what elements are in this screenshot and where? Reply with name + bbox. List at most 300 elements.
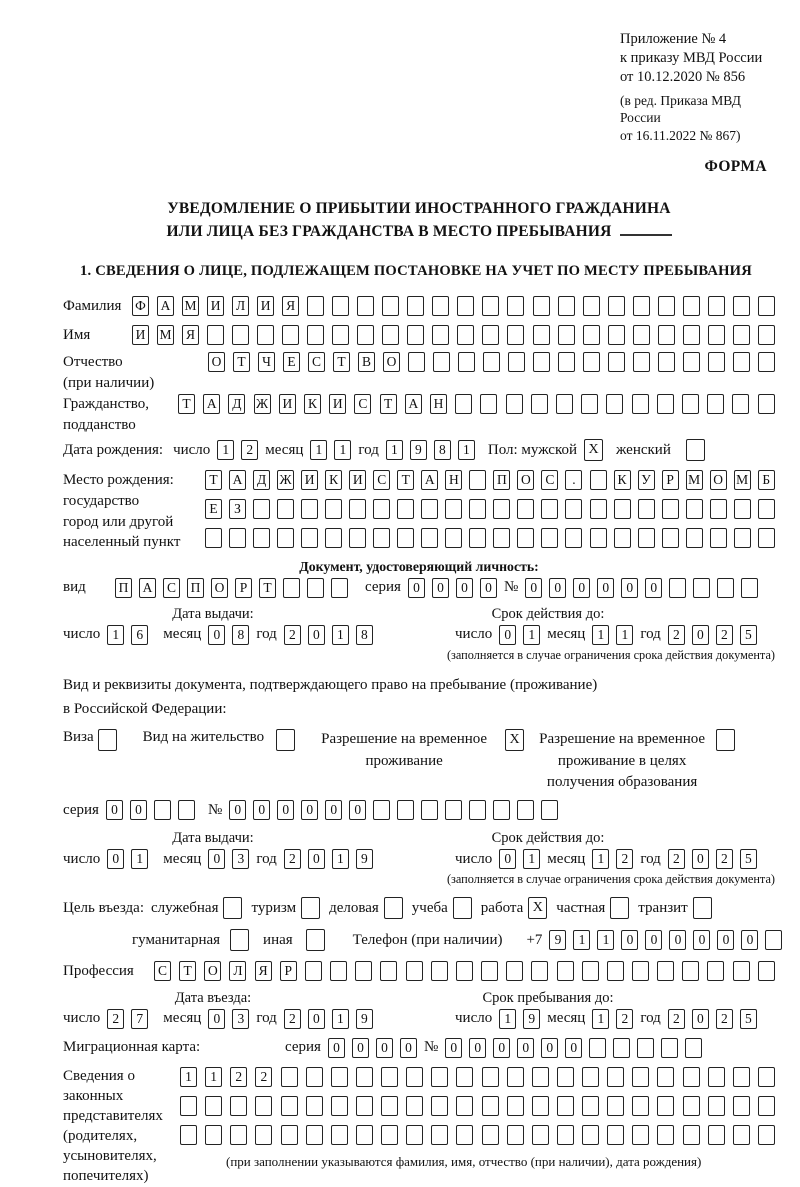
char-cell[interactable]: 0 bbox=[208, 849, 225, 869]
char-cell[interactable] bbox=[741, 578, 758, 598]
char-cell[interactable]: 1 bbox=[458, 440, 475, 460]
char-cell[interactable] bbox=[307, 325, 324, 345]
char-cell[interactable] bbox=[532, 1067, 549, 1087]
char-cell[interactable]: Д bbox=[253, 470, 270, 490]
char-cell[interactable]: Т bbox=[259, 578, 276, 598]
char-cell[interactable] bbox=[733, 352, 750, 372]
char-cell[interactable] bbox=[445, 528, 462, 548]
char-cell[interactable] bbox=[493, 528, 510, 548]
char-cell[interactable] bbox=[307, 578, 324, 598]
char-cell[interactable]: Б bbox=[758, 470, 775, 490]
visa-checkbox[interactable] bbox=[98, 729, 117, 751]
char-cell[interactable]: И bbox=[257, 296, 274, 316]
char-cell[interactable]: 0 bbox=[208, 625, 225, 645]
char-cell[interactable] bbox=[637, 1038, 654, 1058]
char-cell[interactable] bbox=[205, 1096, 222, 1116]
char-cell[interactable] bbox=[180, 1096, 197, 1116]
char-cell[interactable] bbox=[407, 325, 424, 345]
char-cell[interactable]: 0 bbox=[480, 578, 497, 598]
char-cell[interactable]: 0 bbox=[693, 930, 710, 950]
char-cell[interactable] bbox=[397, 499, 414, 519]
char-cell[interactable] bbox=[638, 528, 655, 548]
char-cell[interactable] bbox=[581, 394, 598, 414]
char-cell[interactable] bbox=[686, 528, 703, 548]
char-cell[interactable] bbox=[281, 1067, 298, 1087]
char-cell[interactable] bbox=[565, 528, 582, 548]
char-cell[interactable]: 0 bbox=[308, 625, 325, 645]
char-cell[interactable] bbox=[283, 578, 300, 598]
char-cell[interactable] bbox=[406, 1067, 423, 1087]
char-cell[interactable] bbox=[532, 1125, 549, 1145]
char-cell[interactable]: 2 bbox=[284, 625, 301, 645]
char-cell[interactable] bbox=[657, 394, 674, 414]
char-cell[interactable]: 0 bbox=[692, 849, 709, 869]
char-cell[interactable]: С bbox=[354, 394, 371, 414]
char-cell[interactable] bbox=[431, 961, 448, 981]
char-cell[interactable]: И bbox=[329, 394, 346, 414]
char-cell[interactable] bbox=[590, 499, 607, 519]
char-cell[interactable] bbox=[758, 499, 775, 519]
private-checkbox[interactable] bbox=[610, 897, 629, 919]
humanitarian-checkbox[interactable] bbox=[230, 929, 249, 951]
char-cell[interactable] bbox=[682, 394, 699, 414]
char-cell[interactable]: Р bbox=[235, 578, 252, 598]
char-cell[interactable] bbox=[381, 1067, 398, 1087]
char-cell[interactable]: 1 bbox=[310, 440, 327, 460]
char-cell[interactable] bbox=[582, 1096, 599, 1116]
char-cell[interactable]: С bbox=[163, 578, 180, 598]
char-cell[interactable] bbox=[455, 394, 472, 414]
char-cell[interactable] bbox=[382, 296, 399, 316]
char-cell[interactable]: В bbox=[358, 352, 375, 372]
char-cell[interactable] bbox=[281, 1096, 298, 1116]
char-cell[interactable] bbox=[632, 961, 649, 981]
char-cell[interactable]: 8 bbox=[356, 625, 373, 645]
char-cell[interactable]: О bbox=[208, 352, 225, 372]
char-cell[interactable] bbox=[632, 1125, 649, 1145]
char-cell[interactable] bbox=[331, 578, 348, 598]
char-cell[interactable]: 1 bbox=[205, 1067, 222, 1087]
char-cell[interactable]: 1 bbox=[523, 849, 540, 869]
char-cell[interactable] bbox=[708, 352, 725, 372]
char-cell[interactable]: 1 bbox=[592, 849, 609, 869]
char-cell[interactable] bbox=[658, 296, 675, 316]
char-cell[interactable] bbox=[325, 499, 342, 519]
char-cell[interactable] bbox=[349, 528, 366, 548]
char-cell[interactable]: 1 bbox=[573, 930, 590, 950]
char-cell[interactable] bbox=[758, 1125, 775, 1145]
char-cell[interactable] bbox=[255, 1125, 272, 1145]
char-cell[interactable]: 0 bbox=[107, 849, 124, 869]
char-cell[interactable] bbox=[431, 1096, 448, 1116]
char-cell[interactable]: С bbox=[373, 470, 390, 490]
char-cell[interactable]: 1 bbox=[592, 1009, 609, 1029]
char-cell[interactable] bbox=[582, 961, 599, 981]
char-cell[interactable] bbox=[657, 1096, 674, 1116]
char-cell[interactable] bbox=[253, 499, 270, 519]
char-cell[interactable] bbox=[583, 352, 600, 372]
char-cell[interactable] bbox=[507, 1096, 524, 1116]
char-cell[interactable]: А bbox=[139, 578, 156, 598]
char-cell[interactable] bbox=[708, 296, 725, 316]
char-cell[interactable] bbox=[733, 961, 750, 981]
char-cell[interactable] bbox=[357, 325, 374, 345]
char-cell[interactable] bbox=[325, 528, 342, 548]
char-cell[interactable] bbox=[456, 1067, 473, 1087]
char-cell[interactable] bbox=[765, 930, 782, 950]
char-cell[interactable] bbox=[493, 800, 510, 820]
char-cell[interactable]: П bbox=[493, 470, 510, 490]
char-cell[interactable] bbox=[607, 1096, 624, 1116]
char-cell[interactable] bbox=[507, 296, 524, 316]
sex-female-checkbox[interactable] bbox=[686, 439, 705, 461]
char-cell[interactable] bbox=[306, 1125, 323, 1145]
char-cell[interactable]: 5 bbox=[740, 625, 757, 645]
char-cell[interactable] bbox=[686, 499, 703, 519]
char-cell[interactable] bbox=[507, 325, 524, 345]
business-checkbox[interactable] bbox=[384, 897, 403, 919]
char-cell[interactable] bbox=[178, 800, 195, 820]
char-cell[interactable]: 8 bbox=[232, 625, 249, 645]
char-cell[interactable] bbox=[613, 1038, 630, 1058]
char-cell[interactable] bbox=[301, 528, 318, 548]
char-cell[interactable]: 0 bbox=[400, 1038, 417, 1058]
char-cell[interactable]: 0 bbox=[621, 930, 638, 950]
char-cell[interactable]: С bbox=[541, 470, 558, 490]
char-cell[interactable]: 1 bbox=[131, 849, 148, 869]
char-cell[interactable]: Ж bbox=[254, 394, 271, 414]
char-cell[interactable]: 0 bbox=[645, 578, 662, 598]
char-cell[interactable] bbox=[733, 296, 750, 316]
char-cell[interactable] bbox=[507, 1125, 524, 1145]
char-cell[interactable] bbox=[506, 961, 523, 981]
char-cell[interactable] bbox=[305, 961, 322, 981]
char-cell[interactable]: Ф bbox=[132, 296, 149, 316]
char-cell[interactable] bbox=[734, 528, 751, 548]
residence-permit-checkbox[interactable] bbox=[276, 729, 295, 751]
char-cell[interactable]: 2 bbox=[668, 849, 685, 869]
char-cell[interactable] bbox=[331, 1125, 348, 1145]
char-cell[interactable]: 0 bbox=[621, 578, 638, 598]
char-cell[interactable] bbox=[330, 961, 347, 981]
char-cell[interactable] bbox=[432, 296, 449, 316]
char-cell[interactable]: 0 bbox=[432, 578, 449, 598]
char-cell[interactable]: 0 bbox=[445, 1038, 462, 1058]
char-cell[interactable] bbox=[589, 1038, 606, 1058]
char-cell[interactable] bbox=[733, 1125, 750, 1145]
char-cell[interactable]: 1 bbox=[592, 625, 609, 645]
char-cell[interactable] bbox=[349, 499, 366, 519]
char-cell[interactable]: Я bbox=[282, 296, 299, 316]
char-cell[interactable] bbox=[255, 1096, 272, 1116]
char-cell[interactable] bbox=[758, 961, 775, 981]
char-cell[interactable]: 0 bbox=[549, 578, 566, 598]
char-cell[interactable] bbox=[693, 578, 710, 598]
char-cell[interactable]: И bbox=[349, 470, 366, 490]
char-cell[interactable]: И bbox=[132, 325, 149, 345]
work-checkbox[interactable]: X bbox=[528, 897, 547, 919]
char-cell[interactable]: 9 bbox=[549, 930, 566, 950]
char-cell[interactable]: М bbox=[182, 296, 199, 316]
char-cell[interactable]: Н bbox=[430, 394, 447, 414]
char-cell[interactable] bbox=[407, 296, 424, 316]
char-cell[interactable]: 0 bbox=[565, 1038, 582, 1058]
char-cell[interactable] bbox=[357, 296, 374, 316]
char-cell[interactable] bbox=[482, 1125, 499, 1145]
char-cell[interactable] bbox=[205, 1125, 222, 1145]
char-cell[interactable] bbox=[708, 1067, 725, 1087]
char-cell[interactable]: 0 bbox=[573, 578, 590, 598]
char-cell[interactable]: О bbox=[211, 578, 228, 598]
tourism-checkbox[interactable] bbox=[301, 897, 320, 919]
char-cell[interactable]: 2 bbox=[616, 849, 633, 869]
char-cell[interactable] bbox=[356, 1125, 373, 1145]
char-cell[interactable] bbox=[469, 528, 486, 548]
char-cell[interactable] bbox=[432, 325, 449, 345]
char-cell[interactable] bbox=[356, 1096, 373, 1116]
char-cell[interactable] bbox=[558, 296, 575, 316]
char-cell[interactable]: 9 bbox=[356, 1009, 373, 1029]
char-cell[interactable] bbox=[633, 352, 650, 372]
char-cell[interactable] bbox=[406, 1125, 423, 1145]
char-cell[interactable] bbox=[683, 352, 700, 372]
temp-residence-checkbox[interactable]: X bbox=[505, 729, 524, 751]
char-cell[interactable]: А bbox=[203, 394, 220, 414]
char-cell[interactable] bbox=[733, 325, 750, 345]
char-cell[interactable]: П bbox=[115, 578, 132, 598]
char-cell[interactable]: З bbox=[229, 499, 246, 519]
char-cell[interactable] bbox=[431, 1125, 448, 1145]
char-cell[interactable] bbox=[669, 578, 686, 598]
char-cell[interactable]: 5 bbox=[740, 1009, 757, 1029]
sex-male-checkbox[interactable]: X bbox=[584, 439, 603, 461]
char-cell[interactable] bbox=[558, 352, 575, 372]
char-cell[interactable] bbox=[282, 325, 299, 345]
char-cell[interactable] bbox=[457, 296, 474, 316]
char-cell[interactable] bbox=[685, 1038, 702, 1058]
char-cell[interactable]: 0 bbox=[499, 849, 516, 869]
char-cell[interactable]: 1 bbox=[616, 625, 633, 645]
char-cell[interactable]: С bbox=[154, 961, 171, 981]
char-cell[interactable]: Е bbox=[283, 352, 300, 372]
char-cell[interactable]: 1 bbox=[499, 1009, 516, 1029]
char-cell[interactable] bbox=[614, 499, 631, 519]
char-cell[interactable]: 2 bbox=[284, 1009, 301, 1029]
char-cell[interactable] bbox=[397, 528, 414, 548]
char-cell[interactable] bbox=[456, 1096, 473, 1116]
char-cell[interactable] bbox=[662, 499, 679, 519]
char-cell[interactable] bbox=[734, 499, 751, 519]
char-cell[interactable] bbox=[533, 352, 550, 372]
char-cell[interactable]: 0 bbox=[597, 578, 614, 598]
char-cell[interactable] bbox=[557, 1125, 574, 1145]
char-cell[interactable]: 2 bbox=[241, 440, 258, 460]
char-cell[interactable] bbox=[614, 528, 631, 548]
char-cell[interactable]: Д bbox=[228, 394, 245, 414]
char-cell[interactable] bbox=[710, 499, 727, 519]
char-cell[interactable]: 0 bbox=[741, 930, 758, 950]
study-checkbox[interactable] bbox=[453, 897, 472, 919]
char-cell[interactable] bbox=[480, 394, 497, 414]
char-cell[interactable]: 0 bbox=[229, 800, 246, 820]
char-cell[interactable] bbox=[445, 499, 462, 519]
char-cell[interactable] bbox=[277, 528, 294, 548]
char-cell[interactable]: 0 bbox=[130, 800, 147, 820]
char-cell[interactable] bbox=[205, 528, 222, 548]
char-cell[interactable]: 0 bbox=[541, 1038, 558, 1058]
char-cell[interactable]: 0 bbox=[277, 800, 294, 820]
char-cell[interactable] bbox=[332, 325, 349, 345]
char-cell[interactable]: 2 bbox=[284, 849, 301, 869]
char-cell[interactable] bbox=[431, 1067, 448, 1087]
char-cell[interactable]: Т bbox=[333, 352, 350, 372]
char-cell[interactable] bbox=[307, 296, 324, 316]
char-cell[interactable] bbox=[683, 296, 700, 316]
char-cell[interactable]: 0 bbox=[308, 1009, 325, 1029]
char-cell[interactable]: 8 bbox=[434, 440, 451, 460]
char-cell[interactable]: 0 bbox=[469, 1038, 486, 1058]
char-cell[interactable]: И bbox=[207, 296, 224, 316]
char-cell[interactable] bbox=[633, 296, 650, 316]
char-cell[interactable]: 1 bbox=[332, 849, 349, 869]
char-cell[interactable] bbox=[582, 1125, 599, 1145]
char-cell[interactable] bbox=[708, 325, 725, 345]
char-cell[interactable]: Т bbox=[178, 394, 195, 414]
char-cell[interactable] bbox=[758, 528, 775, 548]
char-cell[interactable] bbox=[517, 499, 534, 519]
official-checkbox[interactable] bbox=[223, 897, 242, 919]
char-cell[interactable] bbox=[682, 961, 699, 981]
char-cell[interactable]: А bbox=[421, 470, 438, 490]
char-cell[interactable] bbox=[590, 528, 607, 548]
char-cell[interactable] bbox=[531, 394, 548, 414]
char-cell[interactable]: М bbox=[686, 470, 703, 490]
char-cell[interactable]: 1 bbox=[217, 440, 234, 460]
char-cell[interactable]: 0 bbox=[106, 800, 123, 820]
char-cell[interactable] bbox=[707, 961, 724, 981]
char-cell[interactable]: Л bbox=[232, 296, 249, 316]
char-cell[interactable] bbox=[207, 325, 224, 345]
char-cell[interactable]: 0 bbox=[352, 1038, 369, 1058]
char-cell[interactable] bbox=[229, 528, 246, 548]
char-cell[interactable] bbox=[683, 1096, 700, 1116]
char-cell[interactable] bbox=[230, 1096, 247, 1116]
char-cell[interactable]: 6 bbox=[131, 625, 148, 645]
char-cell[interactable]: 0 bbox=[456, 578, 473, 598]
char-cell[interactable]: 3 bbox=[232, 1009, 249, 1029]
char-cell[interactable] bbox=[541, 800, 558, 820]
char-cell[interactable] bbox=[557, 961, 574, 981]
char-cell[interactable]: 0 bbox=[499, 625, 516, 645]
char-cell[interactable] bbox=[533, 296, 550, 316]
char-cell[interactable] bbox=[382, 325, 399, 345]
char-cell[interactable]: Ж bbox=[277, 470, 294, 490]
char-cell[interactable]: 0 bbox=[692, 625, 709, 645]
char-cell[interactable] bbox=[541, 499, 558, 519]
char-cell[interactable] bbox=[257, 325, 274, 345]
char-cell[interactable] bbox=[331, 1067, 348, 1087]
char-cell[interactable]: 2 bbox=[668, 625, 685, 645]
char-cell[interactable] bbox=[607, 1125, 624, 1145]
char-cell[interactable]: Т bbox=[380, 394, 397, 414]
char-cell[interactable] bbox=[657, 1067, 674, 1087]
char-cell[interactable]: С bbox=[308, 352, 325, 372]
char-cell[interactable] bbox=[180, 1125, 197, 1145]
char-cell[interactable]: 0 bbox=[376, 1038, 393, 1058]
char-cell[interactable]: 2 bbox=[716, 1009, 733, 1029]
char-cell[interactable] bbox=[733, 1067, 750, 1087]
char-cell[interactable] bbox=[517, 528, 534, 548]
char-cell[interactable] bbox=[733, 1096, 750, 1116]
char-cell[interactable]: Т bbox=[397, 470, 414, 490]
char-cell[interactable]: Н bbox=[445, 470, 462, 490]
char-cell[interactable]: 2 bbox=[230, 1067, 247, 1087]
char-cell[interactable] bbox=[608, 352, 625, 372]
char-cell[interactable]: А bbox=[157, 296, 174, 316]
char-cell[interactable] bbox=[397, 800, 414, 820]
char-cell[interactable] bbox=[373, 800, 390, 820]
char-cell[interactable] bbox=[758, 1096, 775, 1116]
char-cell[interactable] bbox=[683, 1067, 700, 1087]
char-cell[interactable]: 1 bbox=[332, 1009, 349, 1029]
char-cell[interactable] bbox=[683, 1125, 700, 1145]
char-cell[interactable]: О bbox=[204, 961, 221, 981]
char-cell[interactable]: 9 bbox=[410, 440, 427, 460]
char-cell[interactable] bbox=[482, 296, 499, 316]
char-cell[interactable] bbox=[607, 961, 624, 981]
char-cell[interactable] bbox=[707, 394, 724, 414]
char-cell[interactable]: 9 bbox=[523, 1009, 540, 1029]
char-cell[interactable]: А bbox=[229, 470, 246, 490]
char-cell[interactable] bbox=[658, 325, 675, 345]
char-cell[interactable]: К bbox=[304, 394, 321, 414]
char-cell[interactable]: Р bbox=[280, 961, 297, 981]
char-cell[interactable] bbox=[583, 296, 600, 316]
char-cell[interactable]: 5 bbox=[740, 849, 757, 869]
char-cell[interactable]: 0 bbox=[493, 1038, 510, 1058]
char-cell[interactable] bbox=[306, 1067, 323, 1087]
char-cell[interactable]: 2 bbox=[668, 1009, 685, 1029]
char-cell[interactable] bbox=[708, 1096, 725, 1116]
char-cell[interactable]: 0 bbox=[328, 1038, 345, 1058]
char-cell[interactable]: 1 bbox=[334, 440, 351, 460]
char-cell[interactable]: 2 bbox=[616, 1009, 633, 1029]
char-cell[interactable] bbox=[583, 325, 600, 345]
char-cell[interactable] bbox=[482, 1096, 499, 1116]
char-cell[interactable] bbox=[154, 800, 171, 820]
char-cell[interactable] bbox=[556, 394, 573, 414]
char-cell[interactable]: 0 bbox=[349, 800, 366, 820]
char-cell[interactable] bbox=[632, 1096, 649, 1116]
char-cell[interactable] bbox=[373, 499, 390, 519]
char-cell[interactable] bbox=[717, 578, 734, 598]
char-cell[interactable] bbox=[638, 499, 655, 519]
char-cell[interactable] bbox=[355, 961, 372, 981]
char-cell[interactable]: 2 bbox=[255, 1067, 272, 1087]
char-cell[interactable] bbox=[445, 800, 462, 820]
char-cell[interactable]: О bbox=[517, 470, 534, 490]
char-cell[interactable] bbox=[758, 296, 775, 316]
char-cell[interactable]: 2 bbox=[716, 849, 733, 869]
char-cell[interactable]: 1 bbox=[107, 625, 124, 645]
char-cell[interactable]: 0 bbox=[517, 1038, 534, 1058]
char-cell[interactable]: 0 bbox=[669, 930, 686, 950]
char-cell[interactable] bbox=[533, 325, 550, 345]
char-cell[interactable] bbox=[493, 499, 510, 519]
char-cell[interactable] bbox=[356, 1067, 373, 1087]
char-cell[interactable]: 7 bbox=[131, 1009, 148, 1029]
char-cell[interactable]: 0 bbox=[645, 930, 662, 950]
